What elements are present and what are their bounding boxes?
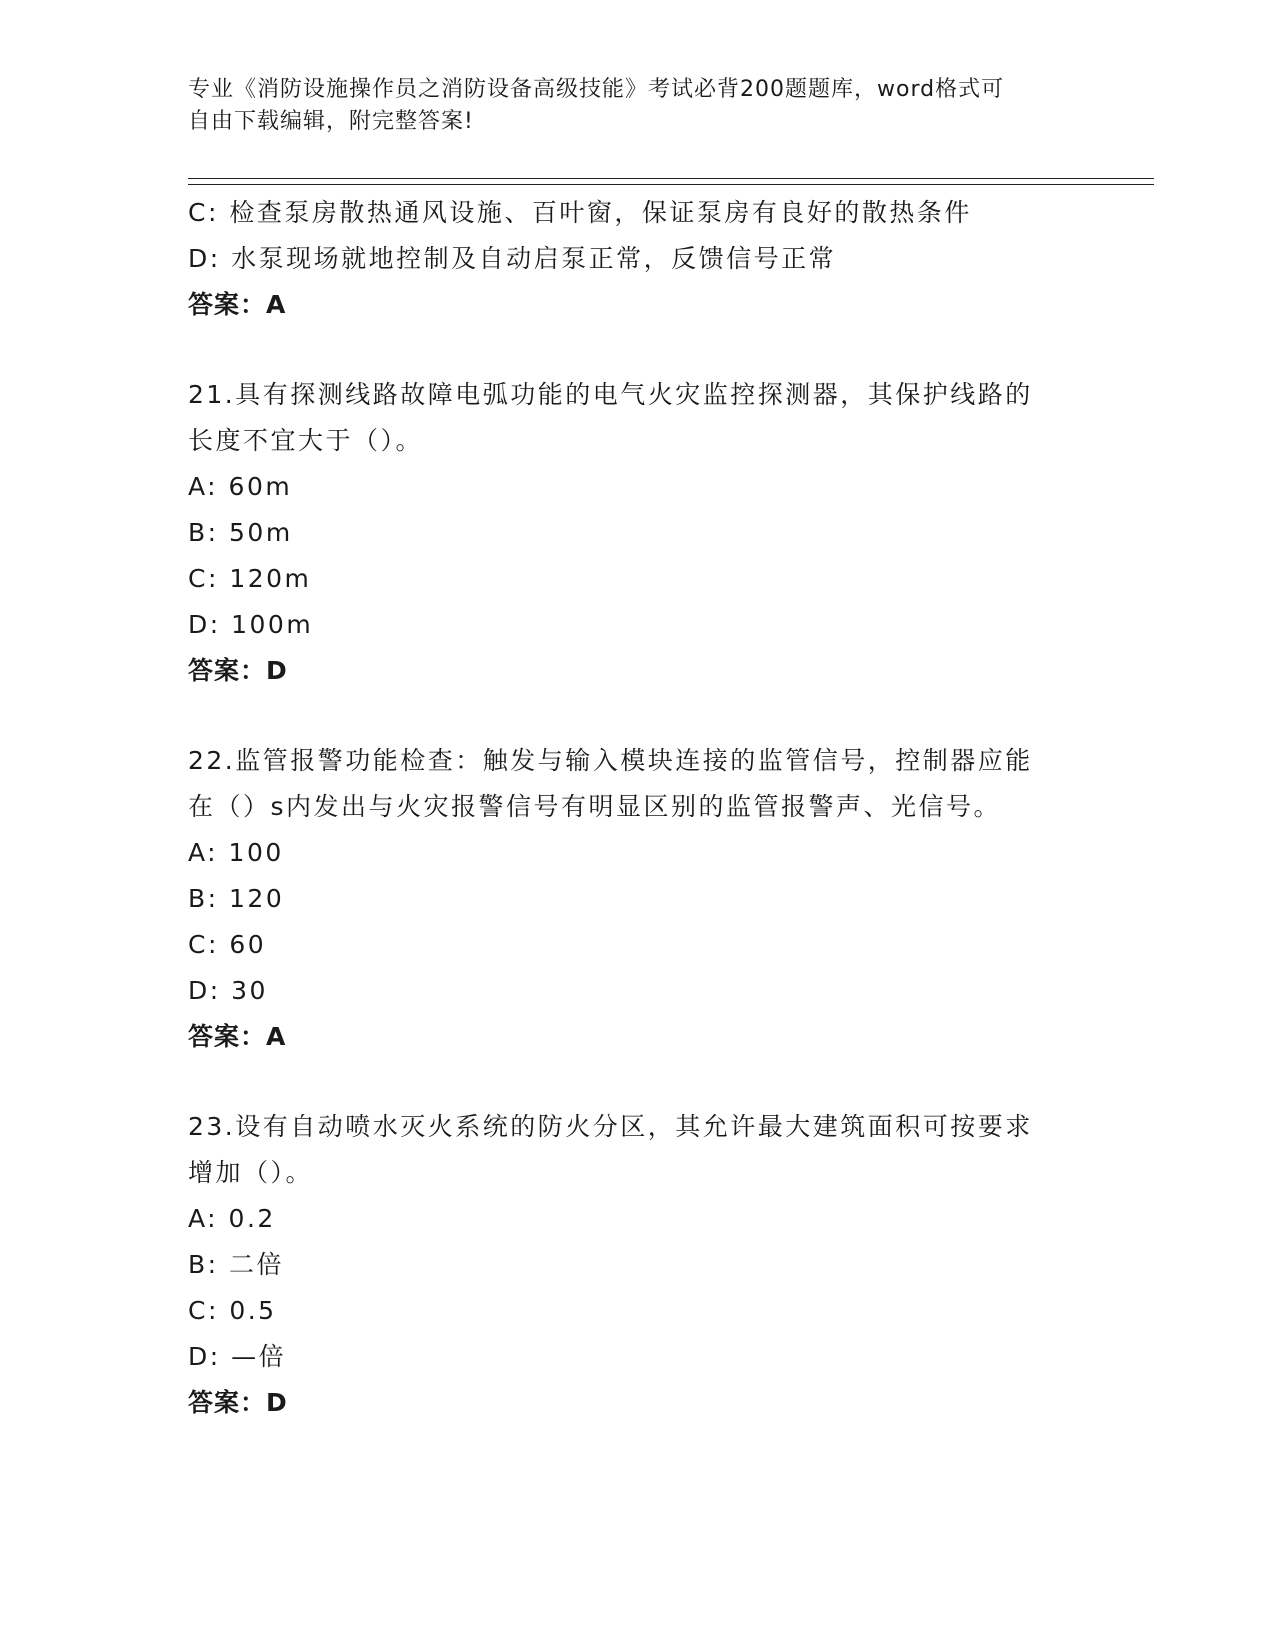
question-23 — [188, 1104, 1088, 1426]
header-divider-bottom — [188, 184, 1154, 185]
question-text-line-2: 在（）s内发出与火灾报警信号有明显区别的监管报警声、光信号。 — [188, 792, 1002, 821]
question-text-line-1: 23.设有自动喷水灭火系统的防火分区，其允许最大建筑面积可按要求 — [188, 1112, 1033, 1141]
option-a: A: 100 — [188, 838, 284, 867]
continued-question — [188, 190, 1088, 328]
question-content — [188, 190, 1088, 1426]
option-a: A: 60m — [188, 472, 293, 501]
option-b: B: 二倍 — [188, 1250, 285, 1279]
header-divider-top — [188, 178, 1154, 179]
question-22 — [188, 738, 1088, 1060]
header-line-1: 专业《消防设施操作员之消防设备高级技能》考试必背200题题库，word格式可 — [188, 77, 1005, 102]
option-b: B: 120 — [188, 884, 285, 913]
question-21 — [188, 372, 1088, 694]
option-d: D: 水泵现场就地控制及自动启泵正常，反馈信号正常 — [188, 244, 837, 273]
answer-line: 答案：D — [188, 656, 288, 685]
option-d: D: 30 — [188, 976, 268, 1005]
option-b: B: 50m — [188, 518, 293, 547]
answer-line: 答案：A — [188, 290, 287, 319]
question-text-line-1: 21.具有探测线路故障电弧功能的电气火灾监控探测器，其保护线路的 — [188, 380, 1033, 409]
answer-line: 答案：A — [188, 1022, 287, 1051]
header-line-2: 自由下载编辑，附完整答案! — [188, 109, 474, 134]
option-c: C: 120m — [188, 564, 312, 593]
answer-line: 答案：D — [188, 1388, 288, 1417]
question-text-line-1: 22.监管报警功能检查：触发与输入模块连接的监管信号，控制器应能 — [188, 746, 1033, 775]
option-a: A: 0.2 — [188, 1204, 276, 1233]
option-d: D: —倍 — [188, 1342, 287, 1371]
question-text-line-2: 增加（）。 — [188, 1158, 314, 1187]
option-c: C: 检查泵房散热通风设施、百叶窗，保证泵房有良好的散热条件 — [188, 198, 972, 227]
question-text-line-2: 长度不宜大于（）。 — [188, 426, 424, 455]
option-c: C: 0.5 — [188, 1296, 277, 1325]
option-c: C: 60 — [188, 930, 267, 959]
option-d: D: 100m — [188, 610, 314, 639]
document-header — [188, 74, 1068, 138]
